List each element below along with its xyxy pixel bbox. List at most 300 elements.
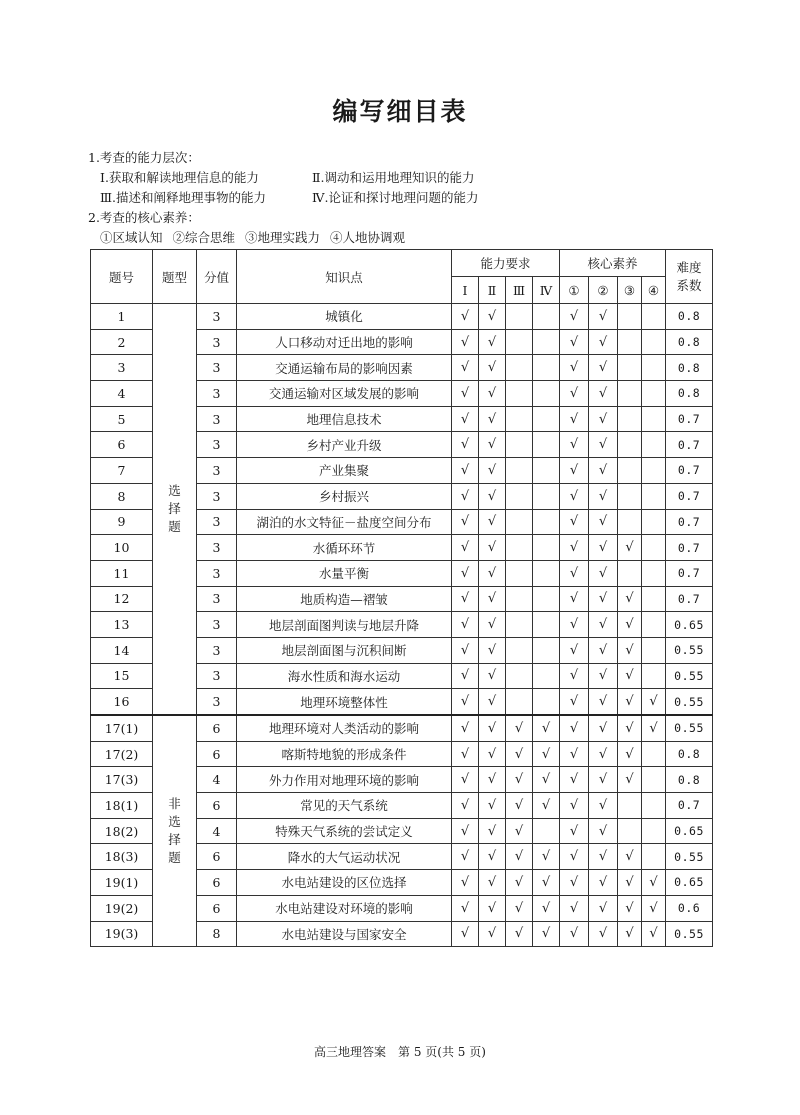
literacy-check: √ [642,921,666,947]
literacy-check [618,406,642,432]
literacy-check: √ [560,818,589,844]
literacy-check: √ [589,458,618,484]
literacy-check: √ [560,509,589,535]
knowledge-point: 城镇化 [237,304,452,330]
literacy-check: √ [618,767,642,793]
table-row [91,304,713,330]
header-type: 题型 [153,250,197,304]
literacy-check [618,458,642,484]
ability-check [506,355,533,381]
difficulty: 0.55 [666,663,713,689]
ability-check: √ [479,329,506,355]
ability-check [533,560,560,586]
difficulty: 0.65 [666,818,713,844]
score: 4 [197,767,237,793]
ability-check [506,381,533,407]
ability-check: √ [479,793,506,819]
literacy-check: √ [618,637,642,663]
literacy-check [642,586,666,612]
knowledge-point: 地理环境整体性 [237,689,452,715]
ability-check: √ [479,304,506,330]
ability-check [506,304,533,330]
question-number: 3 [91,355,153,381]
literacy-check: √ [589,741,618,767]
score: 3 [197,381,237,407]
table-row [91,715,713,741]
ability-check: √ [452,304,479,330]
score: 3 [197,483,237,509]
header-ability-col: Ⅳ [533,277,560,304]
question-number: 18(3) [91,844,153,870]
knowledge-point: 水量平衡 [237,560,452,586]
literacy-check [618,818,642,844]
knowledge-point: 海水性质和海水运动 [237,663,452,689]
question-number: 12 [91,586,153,612]
literacy-check: √ [560,406,589,432]
difficulty: 0.7 [666,586,713,612]
literacy-check: √ [589,612,618,638]
difficulty: 0.55 [666,689,713,715]
ability-check: √ [452,689,479,715]
ability-check: √ [479,741,506,767]
knowledge-point: 外力作用对地理环境的影响 [237,767,452,793]
score: 3 [197,432,237,458]
difficulty: 0.8 [666,381,713,407]
question-number: 9 [91,509,153,535]
literacy-check: √ [618,689,642,715]
literacy-check: √ [618,844,642,870]
ability-level-4: Ⅳ.论证和探讨地理问题的能力 [312,190,479,205]
ability-check: √ [452,612,479,638]
literacy-check [642,304,666,330]
knowledge-point: 交通运输布局的影响因素 [237,355,452,381]
literacy-check [642,381,666,407]
ability-check [506,535,533,561]
ability-check [533,355,560,381]
literacy-check: √ [642,689,666,715]
literacy-check: √ [560,458,589,484]
ability-check: √ [452,767,479,793]
core-literacy-2: ②综合思维 [172,230,236,245]
score: 4 [197,818,237,844]
literacy-check: √ [589,560,618,586]
header-literacy-col: ① [560,277,589,304]
ability-check: √ [479,535,506,561]
ability-check: √ [479,870,506,896]
ability-check: √ [452,586,479,612]
literacy-check: √ [589,355,618,381]
ability-check: √ [452,793,479,819]
literacy-check: √ [589,304,618,330]
literacy-check [642,818,666,844]
ability-levels-heading: 1.考查的能力层次： [88,150,200,165]
difficulty: 0.6 [666,895,713,921]
core-literacy-list [100,228,415,248]
literacy-check: √ [618,741,642,767]
header-ability: 能力要求 [452,250,560,277]
core-literacy-heading: 2.考查的核心素养： [88,210,200,225]
literacy-check: √ [560,793,589,819]
ability-check [533,381,560,407]
question-type-nonchoice: 非 选 择 题 [153,715,197,947]
literacy-check: √ [589,432,618,458]
difficulty: 0.55 [666,637,713,663]
literacy-check: √ [618,663,642,689]
ability-check: √ [452,818,479,844]
score: 3 [197,406,237,432]
literacy-check: √ [560,329,589,355]
header-knowledge: 知识点 [237,250,452,304]
literacy-check: √ [618,715,642,741]
score: 3 [197,458,237,484]
score: 3 [197,329,237,355]
difficulty: 0.7 [666,458,713,484]
difficulty: 0.65 [666,870,713,896]
ability-check: √ [533,895,560,921]
ability-check: √ [452,509,479,535]
literacy-check: √ [589,921,618,947]
literacy-check: √ [560,304,589,330]
score: 3 [197,560,237,586]
ability-check: √ [479,432,506,458]
literacy-check: √ [560,432,589,458]
header-difficulty: 难度系数 [666,250,713,304]
ability-check: √ [452,381,479,407]
core-literacy-1: ①区域认知 [100,230,163,245]
literacy-check: √ [589,793,618,819]
header-number: 题号 [91,250,153,304]
difficulty: 0.7 [666,432,713,458]
ability-check: √ [452,637,479,663]
ability-check: √ [452,355,479,381]
ability-check [533,586,560,612]
difficulty: 0.7 [666,406,713,432]
question-number: 17(3) [91,767,153,793]
difficulty: 0.7 [666,483,713,509]
specification-table [90,249,713,947]
score: 3 [197,304,237,330]
ability-check [533,689,560,715]
ability-check: √ [506,818,533,844]
literacy-check: √ [618,535,642,561]
literacy-check [642,535,666,561]
ability-check: √ [479,586,506,612]
literacy-check [642,741,666,767]
literacy-check [618,509,642,535]
literacy-check: √ [589,895,618,921]
ability-check [506,329,533,355]
literacy-check: √ [589,329,618,355]
difficulty: 0.55 [666,844,713,870]
ability-check: √ [452,535,479,561]
difficulty: 0.8 [666,304,713,330]
literacy-check: √ [589,870,618,896]
ability-check: √ [506,741,533,767]
literacy-check: √ [560,560,589,586]
literacy-check: √ [618,586,642,612]
ability-check: √ [533,793,560,819]
ability-check: √ [506,715,533,741]
ability-check: √ [479,689,506,715]
literacy-check: √ [560,767,589,793]
ability-check [506,663,533,689]
question-number: 7 [91,458,153,484]
literacy-check: √ [560,895,589,921]
literacy-check: √ [589,844,618,870]
ability-check [533,818,560,844]
literacy-check: √ [589,586,618,612]
question-number: 18(2) [91,818,153,844]
question-type-choice: 选 择 题 [153,304,197,716]
score: 6 [197,895,237,921]
literacy-check: √ [560,381,589,407]
difficulty: 0.7 [666,560,713,586]
ability-check: √ [479,818,506,844]
ability-check [533,304,560,330]
literacy-check [642,509,666,535]
ability-level-1: Ⅰ.获取和解读地理信息的能力 [100,170,259,185]
ability-check: √ [533,767,560,793]
ability-level-2: Ⅱ.调动和运用地理知识的能力 [312,170,475,185]
question-number: 10 [91,535,153,561]
literacy-check: √ [589,663,618,689]
literacy-check: √ [560,612,589,638]
ability-check: √ [452,895,479,921]
question-number: 5 [91,406,153,432]
ability-levels-list [100,168,540,208]
literacy-check: √ [589,381,618,407]
knowledge-point: 喀斯特地貌的形成条件 [237,741,452,767]
knowledge-point: 乡村振兴 [237,483,452,509]
ability-check: √ [452,406,479,432]
ability-check: √ [533,921,560,947]
literacy-check [618,329,642,355]
knowledge-point: 地质构造—褶皱 [237,586,452,612]
header-score: 分值 [197,250,237,304]
ability-check [533,329,560,355]
literacy-check: √ [589,689,618,715]
literacy-check: √ [589,535,618,561]
literacy-check: √ [589,509,618,535]
literacy-check: √ [589,818,618,844]
header-literacy-col: ② [589,277,618,304]
header-literacy-col: ④ [642,277,666,304]
question-number: 13 [91,612,153,638]
score: 6 [197,870,237,896]
core-literacy-4: ④人地协调观 [330,230,406,245]
ability-check [533,406,560,432]
knowledge-point: 水电站建设的区位选择 [237,870,452,896]
ability-check [533,663,560,689]
ability-check: √ [452,329,479,355]
knowledge-point: 乡村产业升级 [237,432,452,458]
difficulty: 0.7 [666,535,713,561]
question-number: 2 [91,329,153,355]
ability-check: √ [533,715,560,741]
ability-check: √ [479,458,506,484]
literacy-check: √ [560,637,589,663]
ability-check: √ [452,458,479,484]
question-number: 17(1) [91,715,153,741]
knowledge-point: 湖泊的水文特征－盐度空间分布 [237,509,452,535]
difficulty: 0.8 [666,355,713,381]
literacy-check [642,637,666,663]
page-title: 编写细目表 [332,97,468,126]
literacy-check [642,406,666,432]
literacy-check: √ [618,870,642,896]
ability-check: √ [479,612,506,638]
ability-check [533,432,560,458]
ability-check: √ [452,663,479,689]
literacy-check: √ [560,870,589,896]
literacy-check: √ [642,895,666,921]
literacy-check: √ [618,895,642,921]
literacy-check [618,432,642,458]
literacy-check [642,432,666,458]
ability-check: √ [479,355,506,381]
ability-check [506,432,533,458]
ability-level-3: Ⅲ.描述和阐释地理事物的能力 [100,190,267,205]
literacy-check [642,844,666,870]
ability-check: √ [533,870,560,896]
ability-check: √ [452,432,479,458]
ability-check: √ [506,793,533,819]
ability-check [506,612,533,638]
literacy-check [642,793,666,819]
score: 8 [197,921,237,947]
ability-check [533,535,560,561]
ability-check: √ [452,870,479,896]
knowledge-point: 地层剖面图判读与地层升降 [237,612,452,638]
question-number: 16 [91,689,153,715]
score: 6 [197,793,237,819]
score: 3 [197,612,237,638]
knowledge-point: 水电站建设对环境的影响 [237,895,452,921]
knowledge-point: 地理环境对人类活动的影响 [237,715,452,741]
ability-check [533,637,560,663]
literacy-check: √ [642,715,666,741]
literacy-check [618,560,642,586]
ability-check: √ [452,560,479,586]
difficulty: 0.7 [666,509,713,535]
score: 3 [197,663,237,689]
ability-check: √ [479,895,506,921]
page-footer: 高三地理答案 第 5 页(共 5 页) [314,1045,486,1059]
ability-check: √ [479,844,506,870]
core-literacy-3: ③地理实践力 [245,230,321,245]
ability-check: √ [479,637,506,663]
ability-check: √ [479,381,506,407]
literacy-check [618,793,642,819]
difficulty: 0.65 [666,612,713,638]
knowledge-point: 水循环环节 [237,535,452,561]
ability-check [506,560,533,586]
literacy-check: √ [589,637,618,663]
knowledge-point: 水电站建设与国家安全 [237,921,452,947]
literacy-check [618,381,642,407]
knowledge-point: 降水的大气运动状况 [237,844,452,870]
literacy-check: √ [560,355,589,381]
literacy-check [642,483,666,509]
ability-check [533,612,560,638]
ability-check [506,458,533,484]
knowledge-point: 交通运输对区域发展的影响 [237,381,452,407]
ability-check [506,509,533,535]
literacy-check: √ [642,870,666,896]
question-number: 8 [91,483,153,509]
question-number: 19(3) [91,921,153,947]
literacy-check [642,612,666,638]
knowledge-point: 地层剖面图与沉积间断 [237,637,452,663]
ability-check: √ [452,921,479,947]
question-number: 6 [91,432,153,458]
difficulty: 0.8 [666,741,713,767]
literacy-check [642,458,666,484]
question-number: 14 [91,637,153,663]
score: 6 [197,741,237,767]
knowledge-point: 常见的天气系统 [237,793,452,819]
literacy-check: √ [560,483,589,509]
literacy-check: √ [618,612,642,638]
header-ability-col: Ⅱ [479,277,506,304]
header-ability-col: Ⅰ [452,277,479,304]
question-number: 4 [91,381,153,407]
literacy-check: √ [589,483,618,509]
score: 6 [197,844,237,870]
ability-check [533,509,560,535]
difficulty: 0.8 [666,329,713,355]
question-number: 17(2) [91,741,153,767]
ability-check: √ [533,741,560,767]
table-body [91,304,713,947]
ability-check: √ [479,921,506,947]
ability-check [506,406,533,432]
score: 3 [197,689,237,715]
literacy-check: √ [560,586,589,612]
score: 3 [197,535,237,561]
score: 6 [197,715,237,741]
ability-check [506,689,533,715]
literacy-check [642,663,666,689]
question-number: 19(2) [91,895,153,921]
ability-check [506,637,533,663]
literacy-check [618,483,642,509]
ability-check: √ [479,663,506,689]
ability-check [506,483,533,509]
knowledge-point: 特殊天气系统的尝试定义 [237,818,452,844]
ability-check: √ [452,715,479,741]
literacy-check: √ [560,689,589,715]
score: 3 [197,509,237,535]
literacy-check [642,329,666,355]
score: 3 [197,586,237,612]
ability-check: √ [452,483,479,509]
difficulty: 0.55 [666,921,713,947]
literacy-check: √ [589,406,618,432]
ability-check: √ [479,767,506,793]
difficulty: 0.8 [666,767,713,793]
literacy-check: √ [560,535,589,561]
question-number: 19(1) [91,870,153,896]
ability-check: √ [479,509,506,535]
literacy-check: √ [560,741,589,767]
header-literacy: 核心素养 [560,250,666,277]
literacy-check: √ [589,715,618,741]
literacy-check: √ [589,767,618,793]
ability-check: √ [479,560,506,586]
ability-check: √ [533,844,560,870]
knowledge-point: 产业集聚 [237,458,452,484]
